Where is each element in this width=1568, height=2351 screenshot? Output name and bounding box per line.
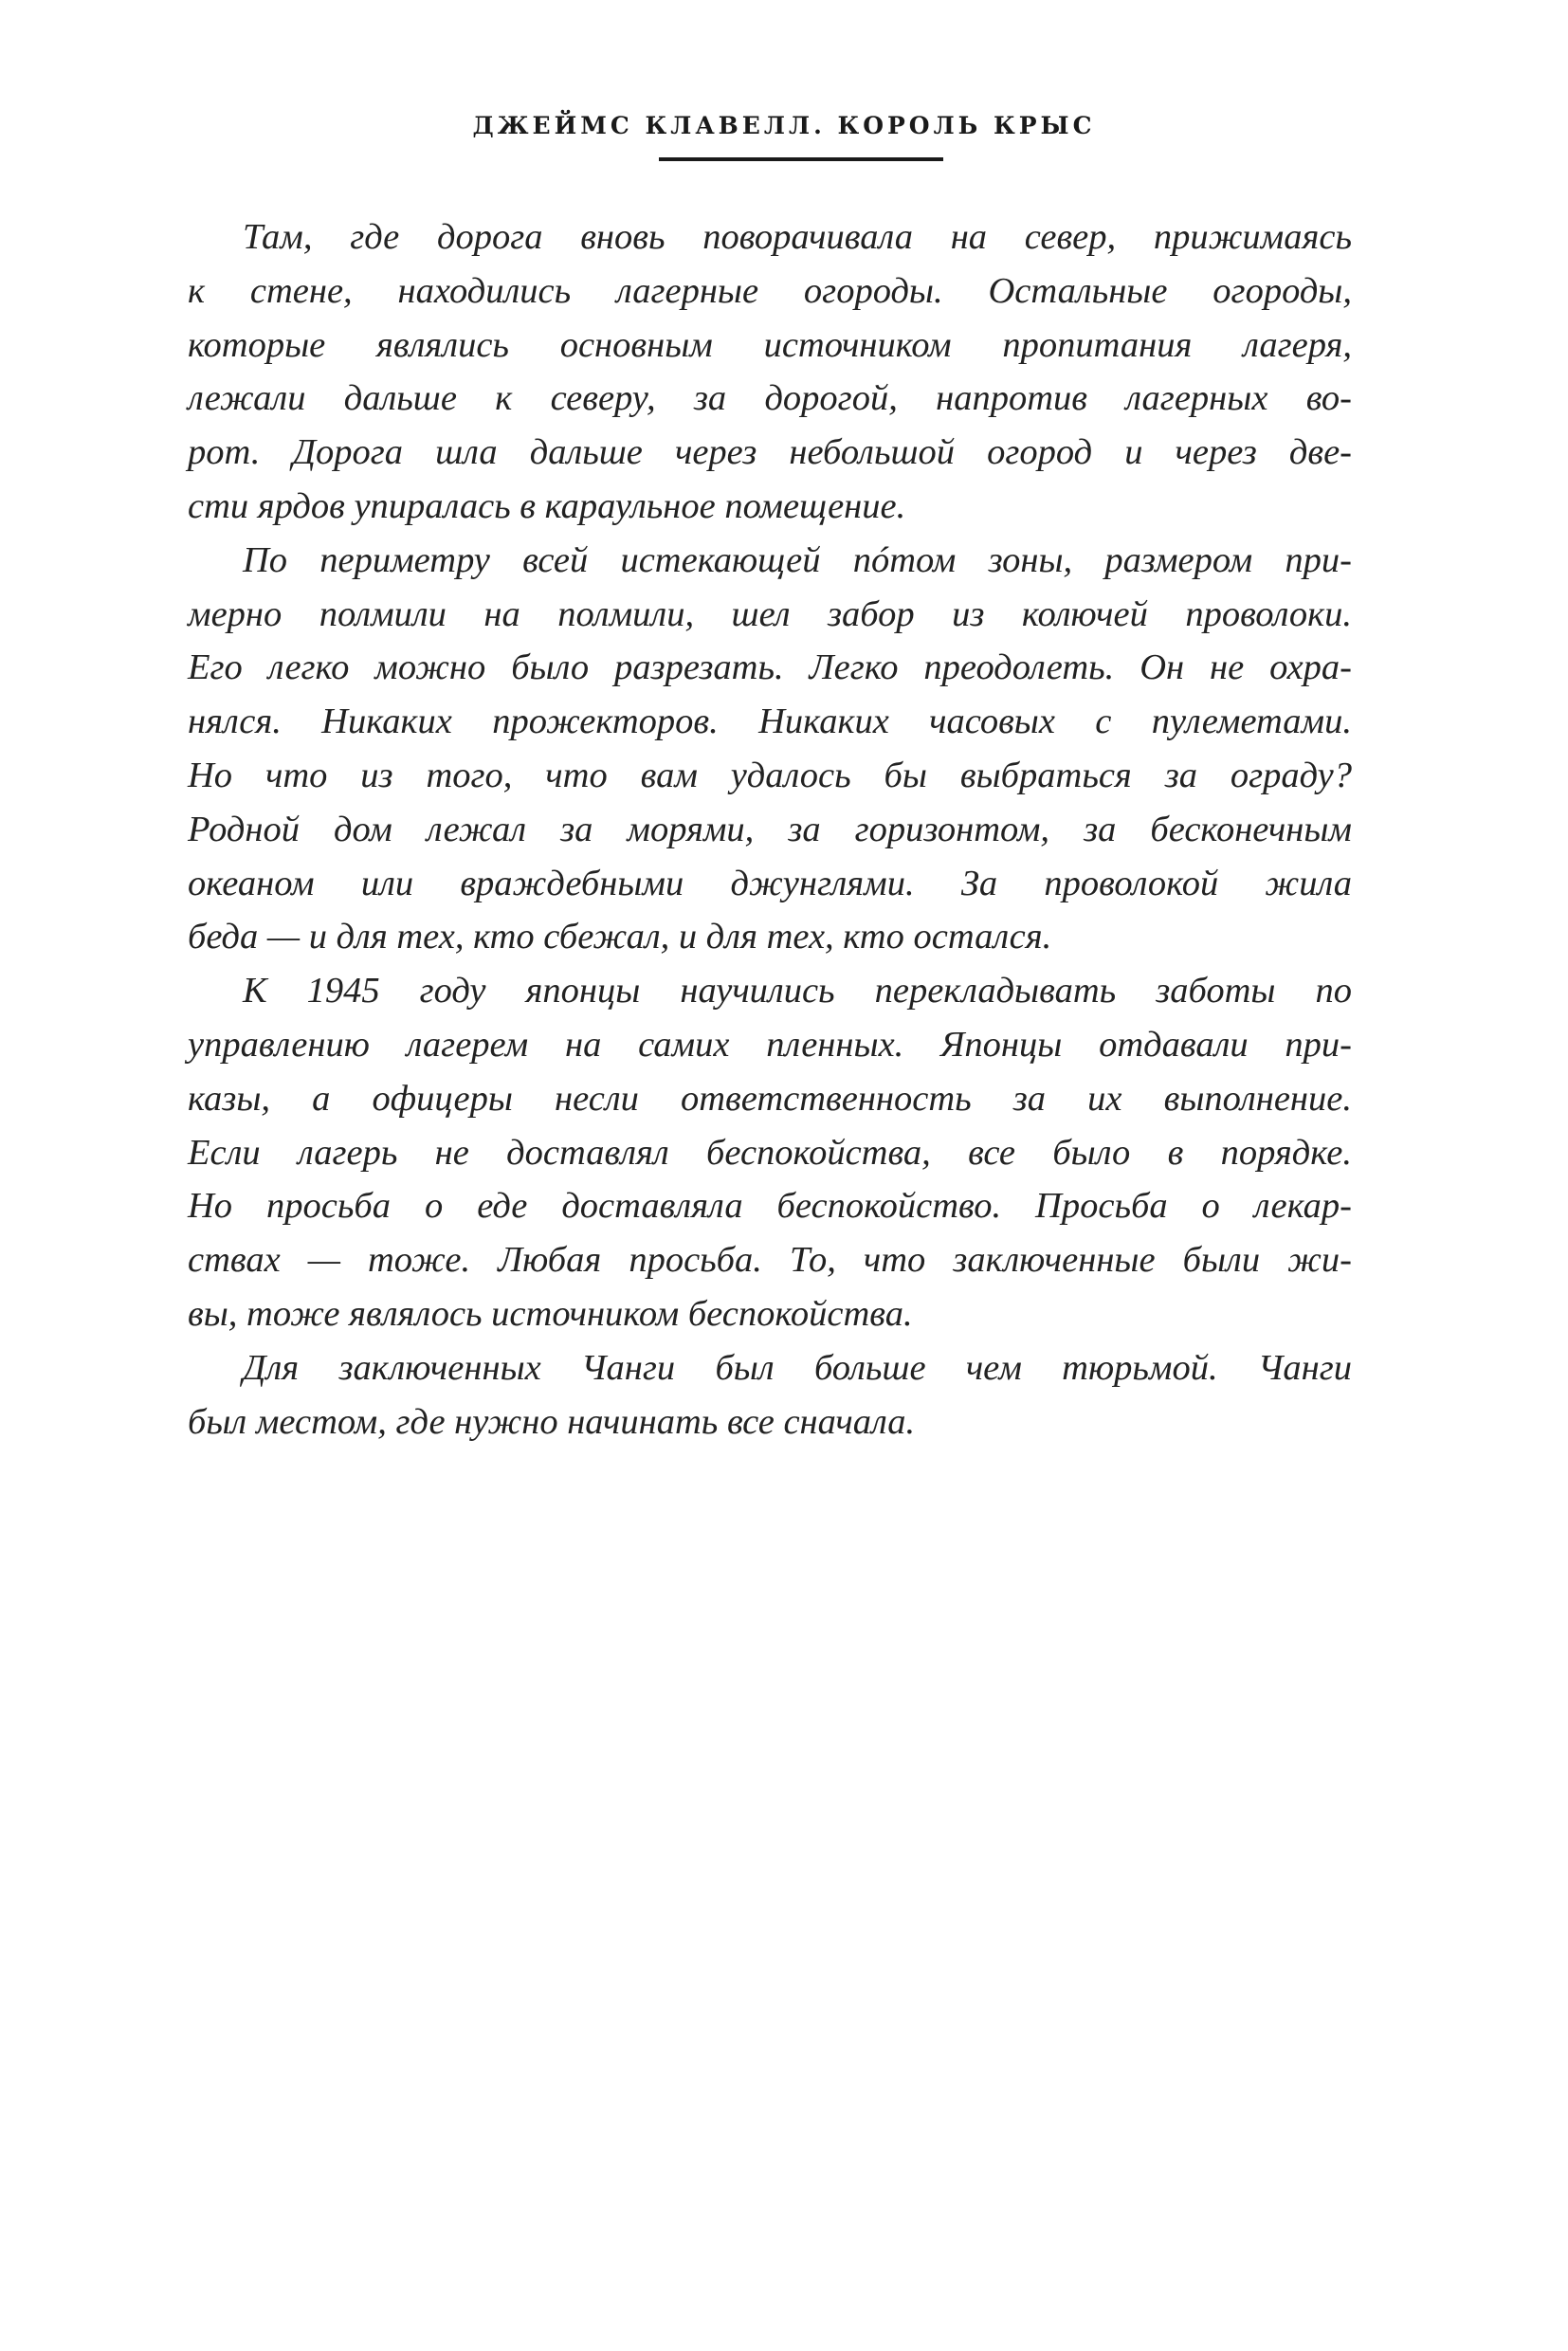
text-line: управлению лагерем на самих пленных. Японцы отдавали при- (188, 1024, 1352, 1065)
text-line: Но что из того, что вам удалось бы выбраться за ограду? (188, 755, 1352, 795)
text-line: которые являлись основным источником пропитания лагеря, (188, 324, 1352, 365)
text-line: Его легко можно было разрезать. Легко преодолеть. Он не охра- (188, 647, 1352, 688)
paragraph (188, 210, 1352, 534)
text-line: океаном или враждебными джунглями. За проволокой жила (188, 863, 1352, 903)
text-line: вы, тоже являлось источником беспокойства. (188, 1293, 913, 1334)
paragraph (188, 1341, 1352, 1449)
text-line: нялся. Никаких прожекторов. Никаких часовых с пулеметами. (188, 702, 1352, 742)
text-line: Но просьба о еде доставляла беспокойство. Просьба о лекар- (188, 1186, 1352, 1227)
text-line: ствах — тоже. Любая просьба. То, что заключенные были жи- (188, 1240, 1352, 1281)
running-head: ДЖЕЙМС КЛАВЕЛЛ. КОРОЛЬ КРЫС (472, 112, 1096, 139)
text-line: Там, где дорога вновь поворачивала на север, прижимаясь (243, 217, 1352, 257)
text-line: рот. Дорога шла дальше через небольшой огород и через две- (188, 432, 1352, 473)
text-body (188, 210, 1352, 1449)
paragraph (188, 964, 1352, 1341)
text-line: казы, а офицеры несли ответственность за их выполнение. (188, 1078, 1352, 1119)
text-line: был местом, где нужно начинать все сначала. (188, 1401, 916, 1442)
text-line: Родной дом лежал за морями, за горизонтом, за бесконечным (188, 809, 1352, 849)
text-line: беда — и для тех, кто сбежал, и для тех, кто остался. (188, 917, 1052, 957)
text-line: Для заключенных Чанги был больше чем тюрьмой. Чанги (243, 1347, 1352, 1388)
text-line: Если лагерь не доставлял беспокойства, все было в порядке. (188, 1132, 1352, 1173)
text-line: По периметру всей истекающей пóтом зоны, размером при- (243, 539, 1352, 580)
text-line: мерно полмили на полмили, шел забор из колючей проволоки. (188, 593, 1352, 634)
text-line: лежали дальше к северу, за дорогой, напротив лагерных во- (188, 378, 1352, 419)
text-line: к стене, находились лагерные огороды. Остальные огороды, (188, 270, 1352, 311)
text-line: К 1945 году японцы научились перекладывать заботы по (243, 971, 1352, 1011)
paragraph (188, 534, 1352, 964)
text-line: сти ярдов упиралась в караульное помещение. (188, 485, 906, 526)
running-head-rule (659, 157, 943, 161)
